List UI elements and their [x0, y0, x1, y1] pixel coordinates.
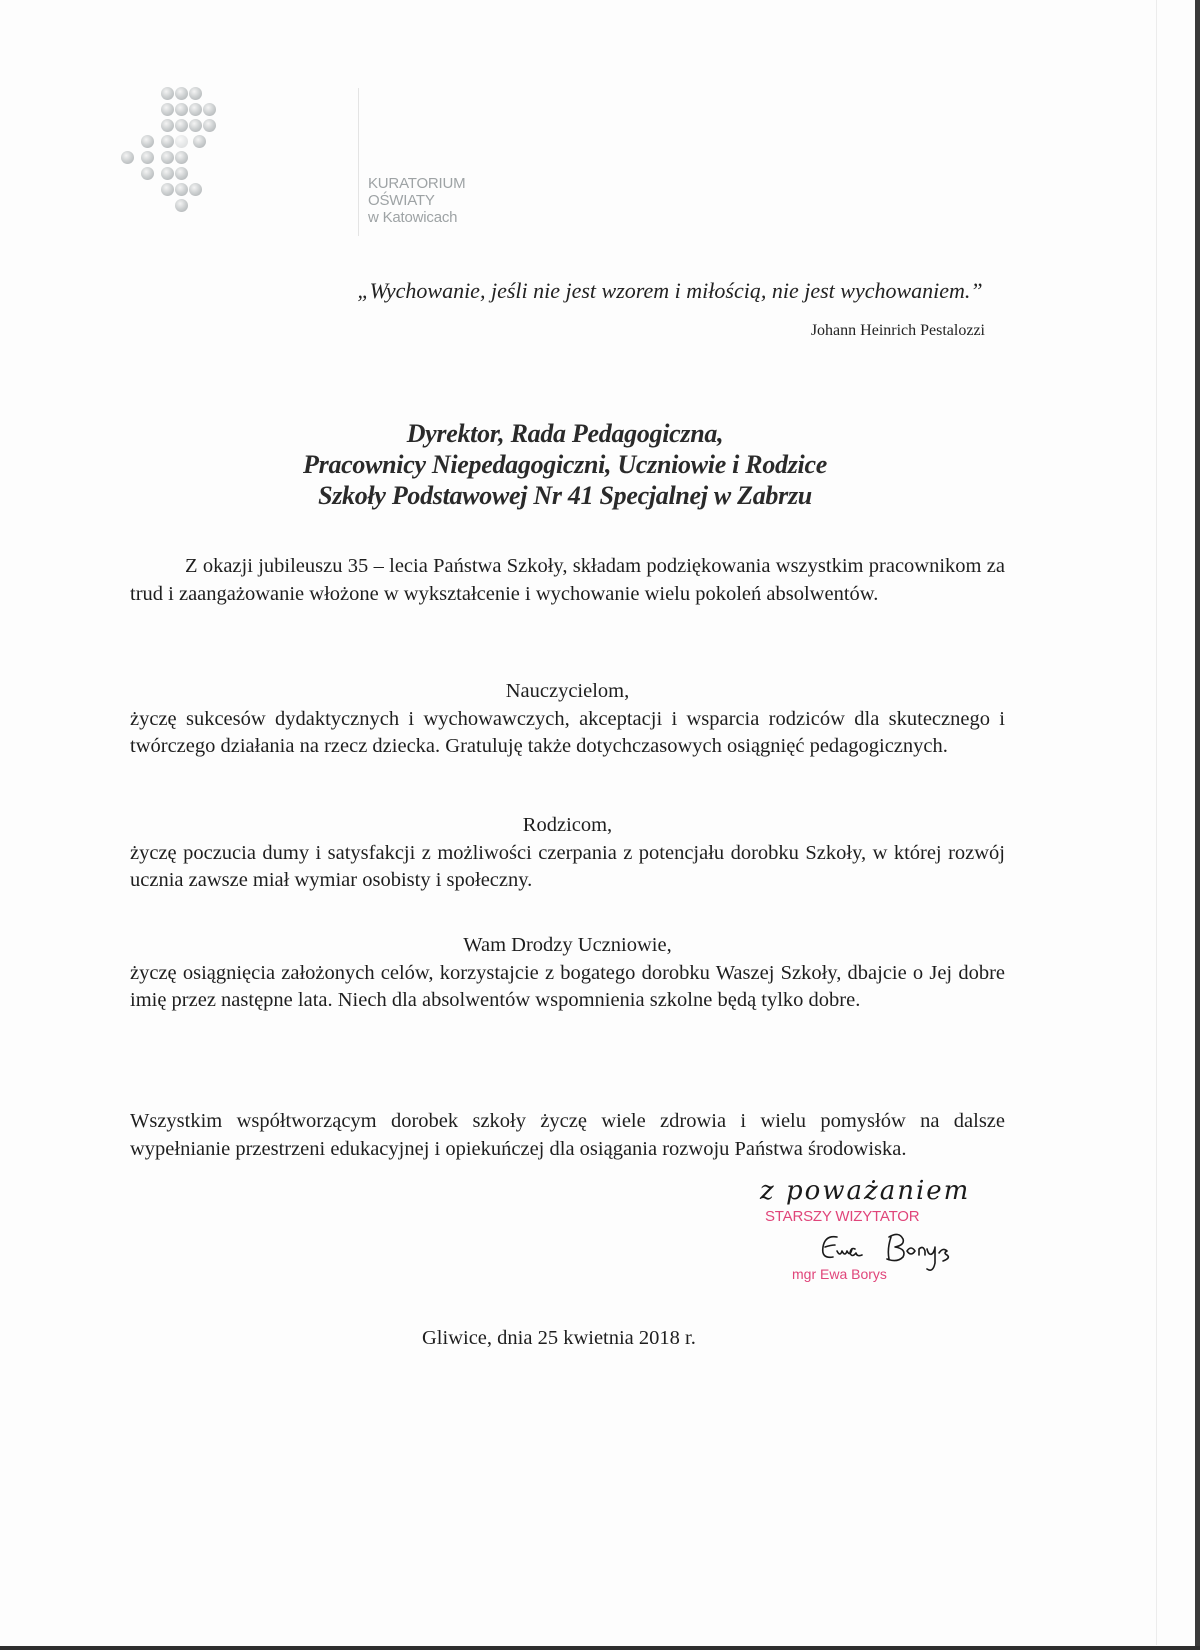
- logo-dot: [161, 103, 174, 116]
- logo-dot: [175, 151, 188, 164]
- logo-line-2: OŚWIATY: [368, 192, 435, 209]
- logo-dot: [189, 119, 202, 132]
- logo-text: [368, 175, 465, 226]
- closing-text: Wszystkim współtworzącym dorobek szkoły życzę wiele zdrowia i wielu pomysłów na dalsze wypełnianie przestrzeni edukacyjnej i opiekuńczej dla osiągania rozwoju Państwa środowiska.: [130, 1110, 1005, 1160]
- logo-dot: [161, 119, 174, 132]
- motto-quote: „Wychowanie, jeśli nie jest wzorem i miłością, nie jest wychowaniem.”: [357, 278, 983, 303]
- logo-dot: [189, 183, 202, 196]
- logo-dot: [141, 151, 154, 164]
- addressee-line-3: Szkoły Podstawowej Nr 41 Specjalnej w Zabrzu: [318, 481, 812, 510]
- motto-author: Johann Heinrich Pestalozzi: [810, 322, 985, 339]
- students-text: życzę osiągnięcia założonych celów, korzystajcie z bogatego dorobku Waszej Szkoły, dbajcie o Jej dobre imię przez następne lata. Niech dla absolwentów wspomnienia szkolne będą tylko dobre.: [130, 961, 1005, 1011]
- logo-dot: [189, 103, 202, 116]
- students-salutation: Wam Drodzy Uczniowie,: [463, 934, 672, 956]
- logo-dot: [141, 135, 154, 148]
- kuratorium-logo: [115, 85, 466, 245]
- logo-dot: [175, 167, 188, 180]
- closing-paragraph: [130, 1108, 1005, 1163]
- logo-dot: [121, 151, 134, 164]
- intro-text: Z okazji jubileuszu 35 – lecia Państwa Szkoły, składam podziękowania wszystkim pracownikom za trud i zaangażowanie włożone w wykształcenie i wychowanie wielu pokoleń absolwentów.: [130, 555, 1005, 605]
- logo-dot: [175, 199, 188, 212]
- addressee-heading: [0, 418, 1130, 511]
- teachers-salutation: Nauczycielom,: [505, 680, 630, 702]
- logo-dot: [161, 135, 174, 148]
- logo-dot: [189, 87, 202, 100]
- logo-dot: [141, 167, 154, 180]
- scan-edge-bottom: [0, 1646, 1200, 1650]
- logo-dot: [175, 87, 188, 100]
- handwritten-greeting: z poważaniem: [760, 1176, 971, 1206]
- logo-dot: [175, 183, 188, 196]
- logo-dot: [175, 119, 188, 132]
- addressee-line-1: Dyrektor, Rada Pedagogiczna,: [406, 419, 724, 448]
- addressee-line-2: Pracownicy Niepedagogiczni, Uczniowie i Rodzice: [303, 450, 827, 479]
- place-date: Gliwice, dnia 25 kwietnia 2018 r.: [422, 1327, 696, 1349]
- logo-line-1: KURATORIUM: [368, 175, 466, 192]
- logo-dot: [203, 119, 216, 132]
- logo-dot: [175, 103, 188, 116]
- teachers-section: [130, 678, 1005, 761]
- logo-dot: [161, 183, 174, 196]
- teachers-text: życzę sukcesów dydaktycznych i wychowawczych, akceptacji i wsparcia rodziców dla skutecznego i twórczego działania na rzecz dziecka. Gratuluję także dotychczasowych osiągnięć pedagogicznych.: [130, 707, 1005, 757]
- parents-section: [130, 812, 1005, 895]
- parents-salutation: Rodzicom,: [522, 814, 613, 836]
- intro-paragraph: [130, 553, 1005, 608]
- logo-dot: [161, 151, 174, 164]
- logo-dot: [203, 103, 216, 116]
- logo-line-3: w Katowicach: [368, 209, 458, 226]
- logo-dot: [161, 87, 174, 100]
- logo-dot: [161, 167, 174, 180]
- scan-edge-right: [1195, 0, 1200, 1650]
- students-section: [130, 932, 1005, 1015]
- logo-dot: [175, 135, 188, 148]
- scan-fold-line: [1156, 0, 1157, 1645]
- stamp-name: mgr Ewa Borys: [792, 1266, 887, 1282]
- logo-divider: [358, 88, 359, 236]
- logo-dot: [193, 135, 206, 148]
- stamp-title: STARSZY WIZYTATOR: [765, 1208, 920, 1225]
- parents-text: życzę poczucia dumy i satysfakcji z możliwości czerpania z potencjału dorobku Szkoły, w której rozwój ucznia zawsze miał wymiar osobisty i społeczny.: [130, 841, 1005, 891]
